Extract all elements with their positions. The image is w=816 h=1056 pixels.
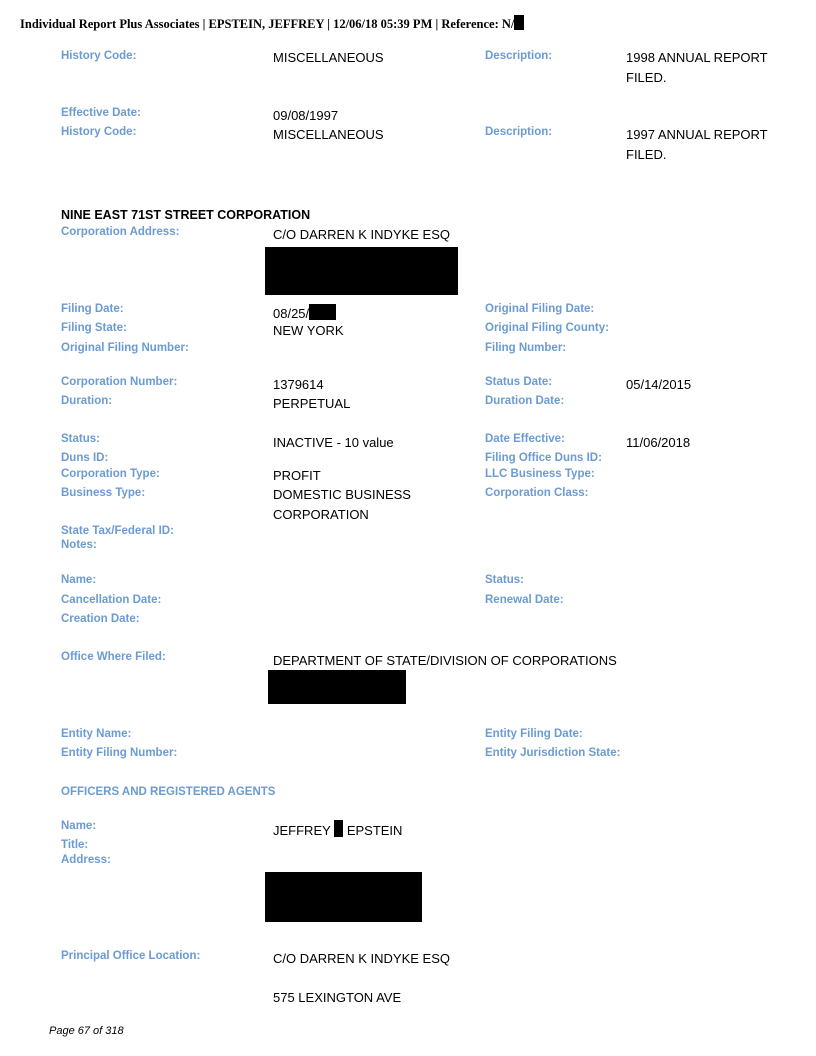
redaction-box xyxy=(334,820,343,837)
status-date-value: 05/14/2015 xyxy=(626,377,692,392)
redaction-box xyxy=(265,872,422,922)
original-filing-number-label: Original Filing Number: xyxy=(61,342,189,354)
notes-label: Notes: xyxy=(61,539,97,551)
name-status-label: Status: xyxy=(485,574,524,586)
history-code-label: History Code: xyxy=(61,126,137,138)
corporation-address-value: C/O DARREN K INDYKE ESQ xyxy=(273,227,450,242)
officer-name-value xyxy=(273,820,402,838)
date-effective-value: 11/06/2018 xyxy=(626,435,691,450)
filing-date-text: 08/25/ xyxy=(273,306,310,321)
history-code-value: MISCELLANEOUS xyxy=(273,127,384,142)
office-where-filed-label: Office Where Filed: xyxy=(61,651,166,663)
creation-date-label: Creation Date: xyxy=(61,613,140,625)
entity-filing-number-label: Entity Filing Number: xyxy=(61,747,178,759)
description-value: FILED. xyxy=(626,70,667,85)
description-value: 1997 ANNUAL REPORT xyxy=(626,127,768,142)
officer-last-name: EPSTEIN xyxy=(346,823,403,838)
corporation-class-label: Corporation Class: xyxy=(485,487,589,499)
report-header-text: Individual Report Plus Associates | EPSTEIN, JEFFREY | 12/06/18 05:39 PM | Reference: N/ xyxy=(20,17,515,31)
corporation-type-label: Corporation Type: xyxy=(61,468,160,480)
officer-name-label: Name: xyxy=(61,820,97,832)
principal-office-location-value: 575 LEXINGTON AVE xyxy=(273,990,402,1005)
office-where-filed-value: DEPARTMENT OF STATE/DIVISION OF CORPORATIONS xyxy=(273,653,617,668)
redaction-box xyxy=(268,670,406,704)
filing-office-duns-id-label: Filing Office Duns ID: xyxy=(485,452,602,464)
corporation-number-value: 1379614 xyxy=(273,377,324,392)
filing-date-value xyxy=(273,304,336,321)
officer-first-name: JEFFREY xyxy=(273,823,331,838)
effective-date-value: 09/08/1997 xyxy=(273,108,339,123)
report-header xyxy=(20,15,524,32)
description-label: Description: xyxy=(485,50,553,62)
state-tax-federal-id-label: State Tax/Federal ID: xyxy=(61,525,174,537)
officer-address-label: Address: xyxy=(61,854,111,866)
status-label: Status: xyxy=(61,433,100,445)
business-type-value: CORPORATION xyxy=(273,507,369,522)
business-type-label: Business Type: xyxy=(61,487,146,499)
redaction-box xyxy=(265,247,458,295)
officers-section-title: OFFICERS AND REGISTERED AGENTS xyxy=(61,786,276,798)
original-filing-date-label: Original Filing Date: xyxy=(485,303,595,315)
cancellation-date-label: Cancellation Date: xyxy=(61,594,162,606)
corporation-name: NINE EAST 71ST STREET CORPORATION xyxy=(61,208,311,222)
duration-label: Duration: xyxy=(61,395,113,407)
history-code-label: History Code: xyxy=(61,50,137,62)
date-effective-label: Date Effective: xyxy=(485,433,565,445)
filing-number-label: Filing Number: xyxy=(485,342,567,354)
filing-date-label: Filing Date: xyxy=(61,303,124,315)
entity-filing-date-label: Entity Filing Date: xyxy=(485,728,583,740)
page-number: Page 67 of 318 xyxy=(49,1025,124,1037)
duns-id-label: Duns ID: xyxy=(61,452,109,464)
filing-state-value: NEW YORK xyxy=(273,323,344,338)
llc-business-type-label: LLC Business Type: xyxy=(485,468,595,480)
principal-office-location-value: C/O DARREN K INDYKE ESQ xyxy=(273,951,450,966)
history-code-value: MISCELLANEOUS xyxy=(273,50,384,65)
corporation-type-value: PROFIT xyxy=(273,468,321,483)
principal-office-location-label: Principal Office Location: xyxy=(61,950,201,962)
status-date-label: Status Date: xyxy=(485,376,553,388)
corporation-address-label: Corporation Address: xyxy=(61,226,180,238)
status-value: INACTIVE - 10 value xyxy=(273,435,394,450)
duration-value: PERPETUAL xyxy=(273,396,351,411)
duration-date-label: Duration Date: xyxy=(485,395,565,407)
redaction-box xyxy=(514,15,524,30)
redaction-box xyxy=(309,304,336,320)
entity-name-label: Entity Name: xyxy=(61,728,132,740)
filing-state-label: Filing State: xyxy=(61,322,127,334)
renewal-date-label: Renewal Date: xyxy=(485,594,564,606)
description-value: 1998 ANNUAL REPORT xyxy=(626,50,768,65)
corporation-number-label: Corporation Number: xyxy=(61,376,178,388)
name-label: Name: xyxy=(61,574,97,586)
original-filing-county-label: Original Filing County: xyxy=(485,322,609,334)
entity-jurisdiction-state-label: Entity Jurisdiction State: xyxy=(485,747,621,759)
effective-date-label: Effective Date: xyxy=(61,107,141,119)
officer-title-label: Title: xyxy=(61,839,89,851)
description-label: Description: xyxy=(485,126,553,138)
description-value: FILED. xyxy=(626,147,667,162)
business-type-value: DOMESTIC BUSINESS xyxy=(273,487,411,502)
